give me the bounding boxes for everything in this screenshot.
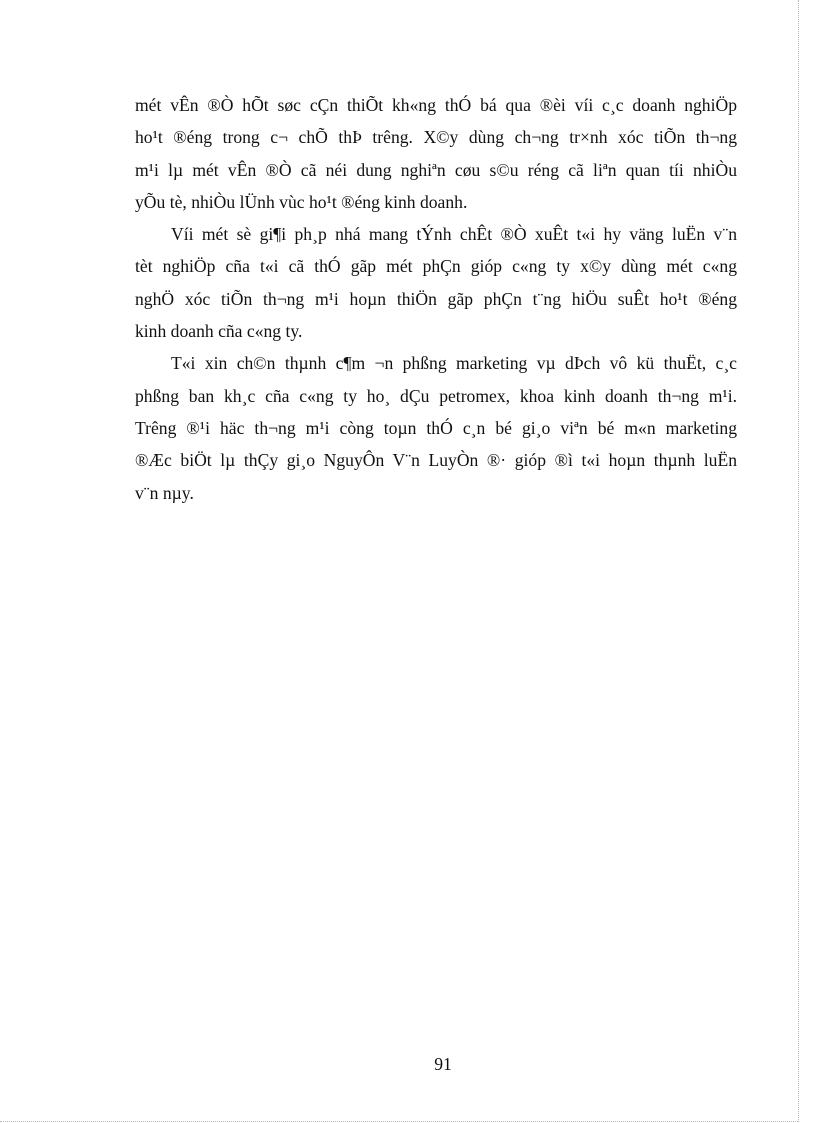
paragraph-3-line-5: v¨n nµy. [135,482,194,503]
page-margin-guide-bottom [0,1121,798,1122]
paragraph-2-line-2: tèt nghiÖp cña t«i cã thÓ gãp mét phÇn gióp c«ng ty x©y dùng mét c«ng [135,256,737,277]
paragraph-3-line-1: T«i xin ch©n thµnh c¶m ¬n phßng marketing vµ dÞch vô kü thuËt, c¸c [171,353,737,374]
paragraph-3-line-2: phßng ban kh¸c cña c«ng ty ho¸ dÇu petromex, khoa kinh doanh th¬ng m¹i. [135,385,737,406]
paragraph-2-line-3: nghÖ xóc tiÕn th¬ng m¹i hoµn thiÖn gãp phÇn t¨ng hiÖu suÊt ho¹t ®éng [135,288,737,309]
paragraph-3-line-4: ®Æc biÖt lµ thÇy gi¸o NguyÔn V¨n LuyÒn ®· gióp ®ì t«i hoµn thµnh luËn [135,450,737,471]
paragraph-2-line-1: Víi mét sè gi¶i ph¸p nhá mang tÝnh chÊt ®Ò xuÊt t«i hy väng luËn v¨n [171,224,737,245]
paragraph-3-line-3: Trêng ®¹i häc th¬ng m¹i còng toµn thÓ c¸n bé gi¸o viªn bé m«n marketing [135,417,737,438]
page-margin-guide-right [798,0,799,1122]
paragraph-1-line-2: ho¹t ®éng trong c¬ chÕ thÞ trêng. X©y dùng ch¬ng tr×nh xóc tiÕn th¬ng [135,127,737,148]
page-number: 91 [434,1054,452,1074]
paragraph-1-line-3: m¹i lµ mét vÊn ®Ò cã néi dung nghiªn cøu s©u réng cã liªn quan tíi nhiÒu [135,159,737,180]
paragraph-1-line-1: mét vÊn ®Ò hÕt søc cÇn thiÕt kh«ng thÓ bá qua ®èi víi c¸c doanh nghiÖp [135,95,737,115]
paragraph-1-line-4: yÕu tè, nhiÒu lÜnh vùc ho¹t ®éng kinh doanh. [135,191,468,212]
paragraph-2-line-4: kinh doanh cña c«ng ty. [135,321,303,342]
body-text [135,89,737,509]
